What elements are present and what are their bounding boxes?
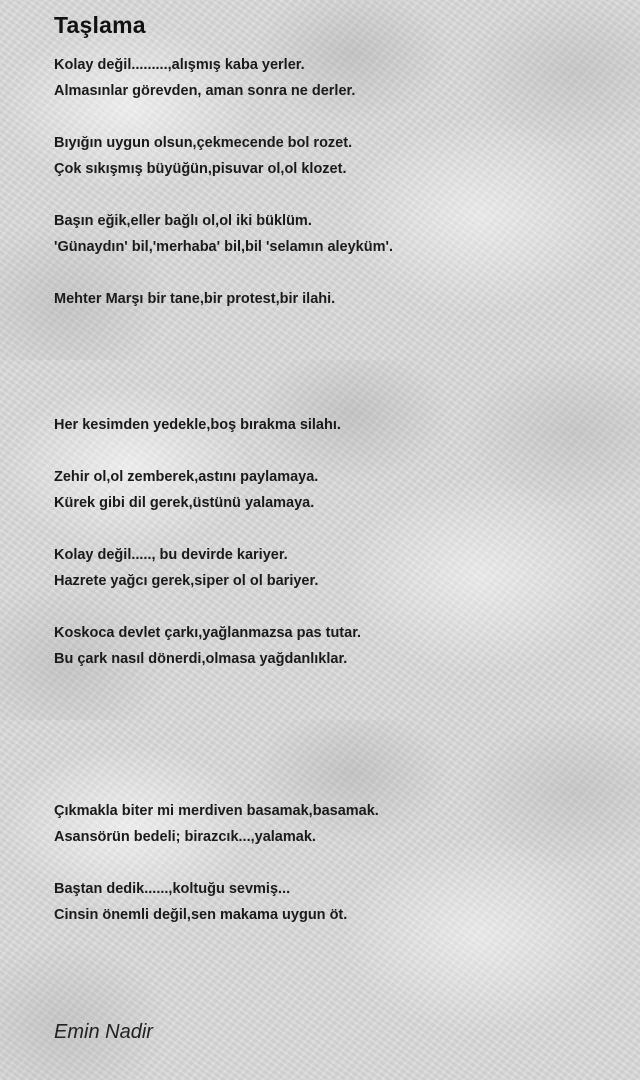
poem-line: Mehter Marşı bir tane,bir protest,bir ilahi.	[54, 291, 336, 307]
poem-line: Asansörün bedeli; birazcık...,yalamak.	[54, 829, 316, 845]
poem-line: Zehir ol,ol zemberek,astını paylamaya.	[54, 469, 319, 485]
poem-line: Kolay değil....., bu devirde kariyer.	[54, 547, 288, 563]
poem-title: Taşlama	[54, 12, 146, 38]
poem-line: Başın eğik,eller bağlı ol,ol iki büklüm.	[54, 213, 312, 229]
poem-line: Cinsin önemli değil,sen makama uygun öt.	[54, 907, 348, 923]
poem-line: Kolay değil.........,alışmış kaba yerler.	[54, 57, 305, 73]
poem-line: Koskoca devlet çarkı,yağlanmazsa pas tutar.	[54, 625, 362, 641]
poem-line: Kürek gibi dil gerek,üstünü yalamaya.	[54, 495, 315, 511]
poem-line: Çok sıkışmış büyüğün,pisuvar ol,ol klozet.	[54, 161, 347, 177]
poem-line: Hazrete yağcı gerek,siper ol ol bariyer.	[54, 573, 319, 589]
poem-author: Emin Nadir	[54, 1021, 153, 1043]
poem-line: Bıyığın uygun olsun,çekmecende bol rozet.	[54, 135, 353, 151]
poem-line: Bu çark nasıl dönerdi,olmasa yağdanlıklar.	[54, 651, 348, 667]
poem-line: Almasınlar görevden, aman sonra ne derler.	[54, 83, 356, 99]
poem-line: Her kesimden yedekle,boş bırakma silahı.	[54, 417, 341, 433]
poem-line: 'Günaydın' bil,'merhaba' bil,bil 'selamın aleyküm'.	[54, 239, 393, 255]
poem-line: Baştan dedik......,koltuğu sevmiş...	[54, 881, 291, 897]
poem-line: Çıkmakla biter mi merdiven basamak,basamak.	[54, 803, 379, 819]
